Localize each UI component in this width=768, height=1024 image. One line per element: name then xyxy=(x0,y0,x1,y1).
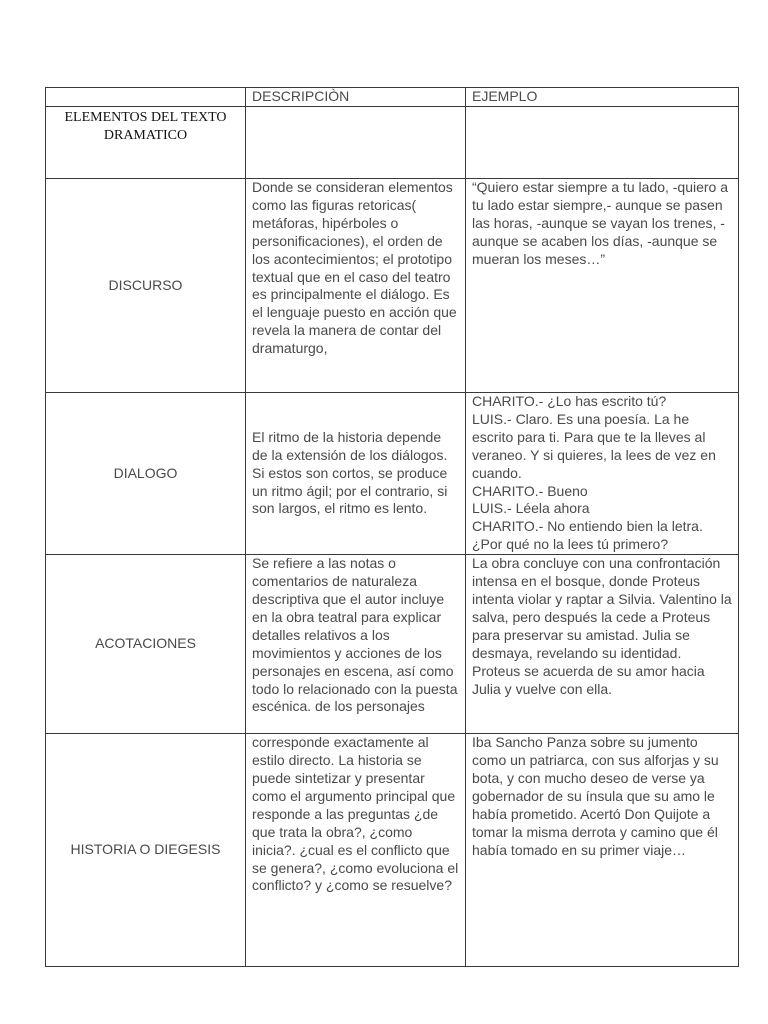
table-row xyxy=(46,179,739,393)
header-example: EJEMPLO xyxy=(466,88,739,107)
header-empty-cell xyxy=(46,88,246,107)
row-label: HISTORIA O DIEGESIS xyxy=(46,734,246,967)
row-label: DISCURSO xyxy=(46,179,246,393)
table-title: ELEMENTOS DEL TEXTO DRAMATICO xyxy=(46,107,246,179)
header-description: DESCRIPCIÒN xyxy=(246,88,466,107)
row-description: El ritmo de la historia depende de la extensión de los diálogos. Si estos son cortos, se produce un ritmo ágil; por el contrario, si son largos, el ritmo es lento. xyxy=(246,393,466,555)
header-row xyxy=(46,88,739,107)
row-label: DIALOGO xyxy=(46,393,246,555)
row-description: Se refiere a las notas o comentarios de naturaleza descriptiva que el autor incluye en la obra teatral para explicar detalles relativos a los movimientos y acciones de los personajes en escena, así como todo lo relacionado con la puesta escénica. de los personajes xyxy=(246,555,466,734)
title-row xyxy=(46,107,739,179)
row-label: ACOTACIONES xyxy=(46,555,246,734)
table-row xyxy=(46,393,739,555)
elements-table xyxy=(45,87,739,967)
table-row xyxy=(46,734,739,967)
row-description: corresponde exactamente al estilo directo. La historia se puede sintetizar y presentar como el argumento principal que responde a las preguntas ¿de que trata la obra?, ¿como inicia?. ¿cual es el conflicto que se genera?, ¿como evoluciona el conflicto? y ¿como se resuelve? xyxy=(246,734,466,967)
row-description: Donde se consideran elementos como las figuras retoricas( metáforas, hipérboles o personificaciones), el orden de los acontecimientos; el prototipo textual que en el caso del teatro es principalmente el diálogo. Es el lenguaje puesto en acción que revela la manera de contar del dramaturgo, xyxy=(246,179,466,393)
table-row xyxy=(46,555,739,734)
row-example: La obra concluye con una confrontación intensa en el bosque, donde Proteus intenta violar y raptar a Silvia. Valentino la salva, pero después la cede a Proteus para preservar su amistad. Julia se desmaya, revelando su identidad. Proteus se acuerda de su amor hacia Julia y vuelve con ella. xyxy=(466,555,739,734)
row-example: CHARITO.- ¿Lo has escrito tú? LUIS.- Claro. Es una poesía. La he escrito para ti. Para que te la lleves al veraneo. Y si quieres, la lees de vez en cuando. CHARITO.- Bueno LUIS.- Léela ahora CHARITO.- No entiendo bien la letra. ¿Por qué no la lees tú primero? xyxy=(466,393,739,555)
title-empty-cell xyxy=(466,107,739,179)
row-example: “Quiero estar siempre a tu lado, -quiero a tu lado estar siempre,- aunque se pasen las horas, -aunque se vayan los trenes, -aunque se acaben los días, -aunque se mueran los meses…” xyxy=(466,179,739,393)
title-empty-cell xyxy=(246,107,466,179)
row-example: Iba Sancho Panza sobre su jumento como un patriarca, con sus alforjas y su bota, y con mucho deseo de verse ya gobernador de su ínsula que su amo le había prometido. Acertó Don Quijote a tomar la misma derrota y camino que él había tomado en su primer viaje… xyxy=(466,734,739,967)
